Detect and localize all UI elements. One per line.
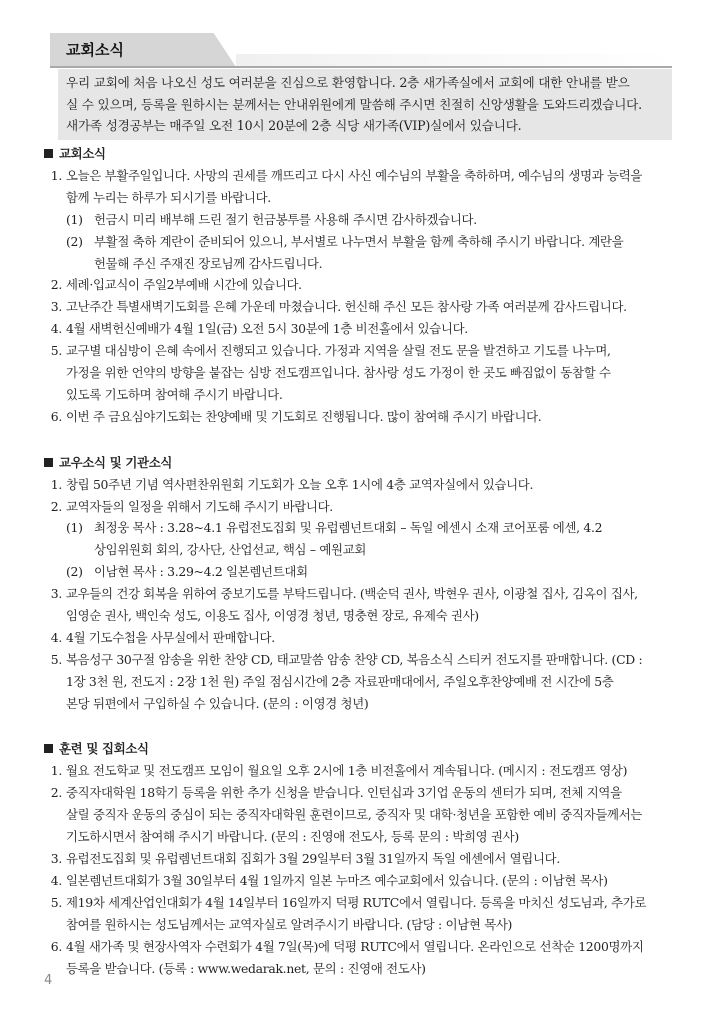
news-line: 있도록 기도하며 참여해 주시기 바랍니다.: [66, 386, 283, 402]
header-underline: [50, 66, 672, 68]
item-number: 1.: [50, 168, 62, 183]
subitem-text: 헌금시 미리 배부해 드린 절기 헌금봉투를 사용해 주시면 감사하겠습니다.: [94, 211, 477, 227]
news-line: 함께 누리는 하루가 되시기를 바랍니다.: [66, 189, 271, 205]
item-number: 4.: [50, 321, 62, 337]
welcome-line: 실 수 있으며, 등록을 원하시는 분께서는 안내위원에게 말씀해 주시면 친절히 신앙생활을 도와드리겠습니다.: [66, 96, 642, 112]
item-number: 2.: [50, 277, 62, 293]
news-line: [38, 583, 672, 605]
news-line: [38, 274, 672, 296]
news-line: [38, 340, 672, 362]
news-line: 상임위원회 회의, 강사단, 산업선교, 핵심 – 예원교회: [94, 542, 367, 558]
news-line: 헌물해 주신 주재진 장로님께 감사드립니다.: [94, 255, 323, 271]
item-text: 중직자대학원 18학기 등록을 위한 추가 신청을 받습니다. 인턴십과 3기업 운동의 센터가 되며, 전체 지역을: [66, 785, 622, 801]
square-bullet-icon: [44, 458, 53, 467]
news-line: [38, 165, 672, 187]
item-text: 일본렘넌트대회가 3월 30일부터 4월 1일까지 일본 누마즈 예수교회에서 있습니다. (문의 : 이남현 목사): [66, 872, 608, 888]
section-heading: [38, 738, 672, 760]
news-line: [38, 209, 672, 231]
subitem-number: (2): [66, 233, 83, 249]
subitem-number: (1): [66, 520, 83, 536]
item-number: 5.: [50, 651, 62, 667]
section-title: 교우소식 및 기관소식: [59, 454, 173, 470]
square-bullet-icon: [44, 744, 53, 753]
news-line: 살릴 중직자 운동의 중심이 되는 중직자대학원 훈련이므로, 중직자 및 대학·청년을 포함한 예비 중직자들께서는: [66, 807, 643, 823]
section-gap: [38, 714, 672, 738]
welcome-line: 새가족 성경공부는 매주일 오전 10시 20분에 2층 식당 새가족(VIP)실에서 있습니다.: [66, 118, 522, 133]
item-text: 월요 전도학교 및 전도캠프 모임이 월요일 오후 2시에 1층 비전홀에서 계속됩니다. (메시지 : 전도캠프 영상): [66, 763, 628, 779]
section-title: 교회소식: [59, 146, 106, 161]
item-text: 4월 기도수첩을 사무실에서 판매합니다.: [66, 629, 275, 645]
header-gradient: [236, 54, 672, 66]
section-title: 훈련 및 집회소식: [59, 741, 149, 757]
news-line: [38, 296, 672, 318]
item-text: 4월 새가족 및 현장사역자 수련회가 4월 7일(목)에 덕평 RUTC에서 열립니다. 온라인으로 선착순 1200명까지: [66, 938, 644, 954]
subitem-text: 부활절 축하 계란이 준비되어 있으니, 부서별로 나누면서 부활을 함께 축하해 주시기 바랍니다. 계란을: [94, 233, 624, 249]
item-number: 3.: [50, 586, 62, 602]
item-number: 4.: [50, 872, 62, 888]
item-text: 교구별 대심방이 은혜 속에서 진행되고 있습니다. 가정과 지역을 살릴 전도 문을 발견하고 기도를 나누며,: [66, 343, 611, 359]
news-line: [38, 760, 672, 782]
section-heading: [38, 452, 672, 474]
news-line: 참여를 원하시는 성도님께서는 교역자실로 알려주시기 바랍니다. (담당 : 이남현 목사): [66, 916, 513, 932]
news-line: 본당 뒤편에서 구입하실 수 있습니다. (문의 : 이영경 청년): [66, 695, 369, 711]
news-line: [38, 561, 672, 583]
news-content: [38, 143, 672, 979]
news-line: 1장 3천 원, 전도지 : 2장 1천 원) 주일 점심시간에 2층 자료판매대에서, 주일오후찬양예배 전 시간에 5층: [66, 673, 614, 689]
news-line: [38, 649, 672, 671]
news-line: 임영순 권사, 백인숙 성도, 이용도 집사, 이영경 청년, 명충현 장로, 유제숙 권사): [66, 608, 479, 624]
item-text: 창립 50주년 기념 역사편찬위원회 기도회가 오늘 오후 1시에 4층 교역자실에서 있습니다.: [66, 476, 534, 492]
item-number: 2.: [50, 785, 62, 801]
news-line: 기도하시면서 참여해 주시기 바랍니다. (문의 : 진영애 전도사, 등록 문의 : 박희영 권사): [66, 829, 519, 845]
news-line: [38, 496, 672, 518]
item-text: 세례·입교식이 주일2부예배 시간에 있습니다.: [66, 277, 302, 293]
item-number: 5.: [50, 343, 62, 359]
welcome-box: [58, 69, 672, 140]
item-text: 유럽전도집회 및 유럽렘넌트대회 집회가 3월 29일부터 3월 31일까지 독일 에센에서 열립니다.: [66, 851, 560, 867]
news-line: [38, 627, 672, 649]
item-text: 교우들의 건강 회복을 위하여 중보기도를 부탁드립니다. (백순덕 권사, 박현우 권사, 이광철 집사, 김옥이 집사,: [66, 586, 638, 602]
item-number: 3.: [50, 851, 62, 867]
item-number: 1.: [50, 763, 62, 779]
news-line: [38, 848, 672, 870]
subitem-text: 이남현 목사 : 3.29~4.2 일본렘넌트대회: [94, 564, 308, 580]
item-text: 4월 새벽헌신예배가 4월 1일(금) 오전 5시 30분에 1층 비전홀에서 있습니다.: [66, 321, 468, 337]
item-text: 제19차 세계산업인대회가 4월 14일부터 16일까지 덕평 RUTC에서 열립니다. 등록을 마치신 성도님과, 추가로: [66, 894, 647, 910]
news-line: 등록을 받습니다. (등록 : www.wedarak.net, 문의 : 진영애 전도사): [66, 960, 426, 976]
item-number: 5.: [50, 894, 62, 910]
news-line: [38, 406, 672, 428]
page-number: 4: [44, 973, 53, 988]
square-bullet-icon: [44, 149, 53, 158]
news-line: [38, 782, 672, 804]
item-text: 고난주간 특별새벽기도회를 은혜 가운데 마쳤습니다. 헌신해 주신 모든 참사랑 가족 여러분께 감사드립니다.: [66, 299, 627, 315]
news-line: [38, 870, 672, 892]
item-text: 오늘은 부활주일입니다. 사망의 권세를 깨뜨리고 다시 사신 예수님의 부활을 축하하며, 예수님의 생명과 능력을: [66, 168, 643, 183]
news-line: [38, 318, 672, 340]
news-line: [38, 936, 672, 958]
subitem-number: (2): [66, 564, 83, 580]
subitem-text: 최정웅 목사 : 3.28~4.1 유럽전도집회 및 유럽렘넌트대회 – 독일 에센시 소재 코어포룸 에센, 4.2: [94, 520, 603, 536]
item-text: 이번 주 금요심야기도회는 찬양예배 및 기도회로 진행됩니다. 많이 참여해 주시기 바랍니다.: [66, 408, 542, 424]
welcome-line: 우리 교회에 처음 나오신 성도 여러분을 진심으로 환영합니다. 2층 새가족실에서 교회에 대한 안내를 받으: [66, 75, 630, 90]
section-gap: [38, 428, 672, 452]
subitem-number: (1): [66, 211, 83, 227]
news-line: [38, 517, 672, 539]
section-heading: [38, 143, 672, 165]
item-number: 2.: [50, 498, 62, 514]
item-number: 4.: [50, 629, 62, 645]
item-number: 6.: [50, 408, 62, 424]
news-line: 가정을 위한 언약의 방향을 붙잡는 심방 전도캠프입니다. 참사랑 성도 가정이 한 곳도 빠짐없이 동참할 수: [66, 365, 611, 381]
news-line: [38, 892, 672, 914]
item-number: 6.: [50, 938, 62, 954]
item-number: 1.: [50, 476, 62, 492]
item-number: 3.: [50, 299, 62, 315]
page-title: 교회소식: [66, 41, 124, 59]
item-text: 교역자들의 일정을 위해서 기도해 주시기 바랍니다.: [66, 498, 333, 514]
news-line: [38, 231, 672, 253]
item-text: 복음성구 30구절 암송을 위한 찬양 CD, 태교말씀 암송 찬양 CD, 복음소식 스티커 전도지를 판매합니다. (CD :: [66, 651, 643, 667]
news-line: [38, 474, 672, 496]
